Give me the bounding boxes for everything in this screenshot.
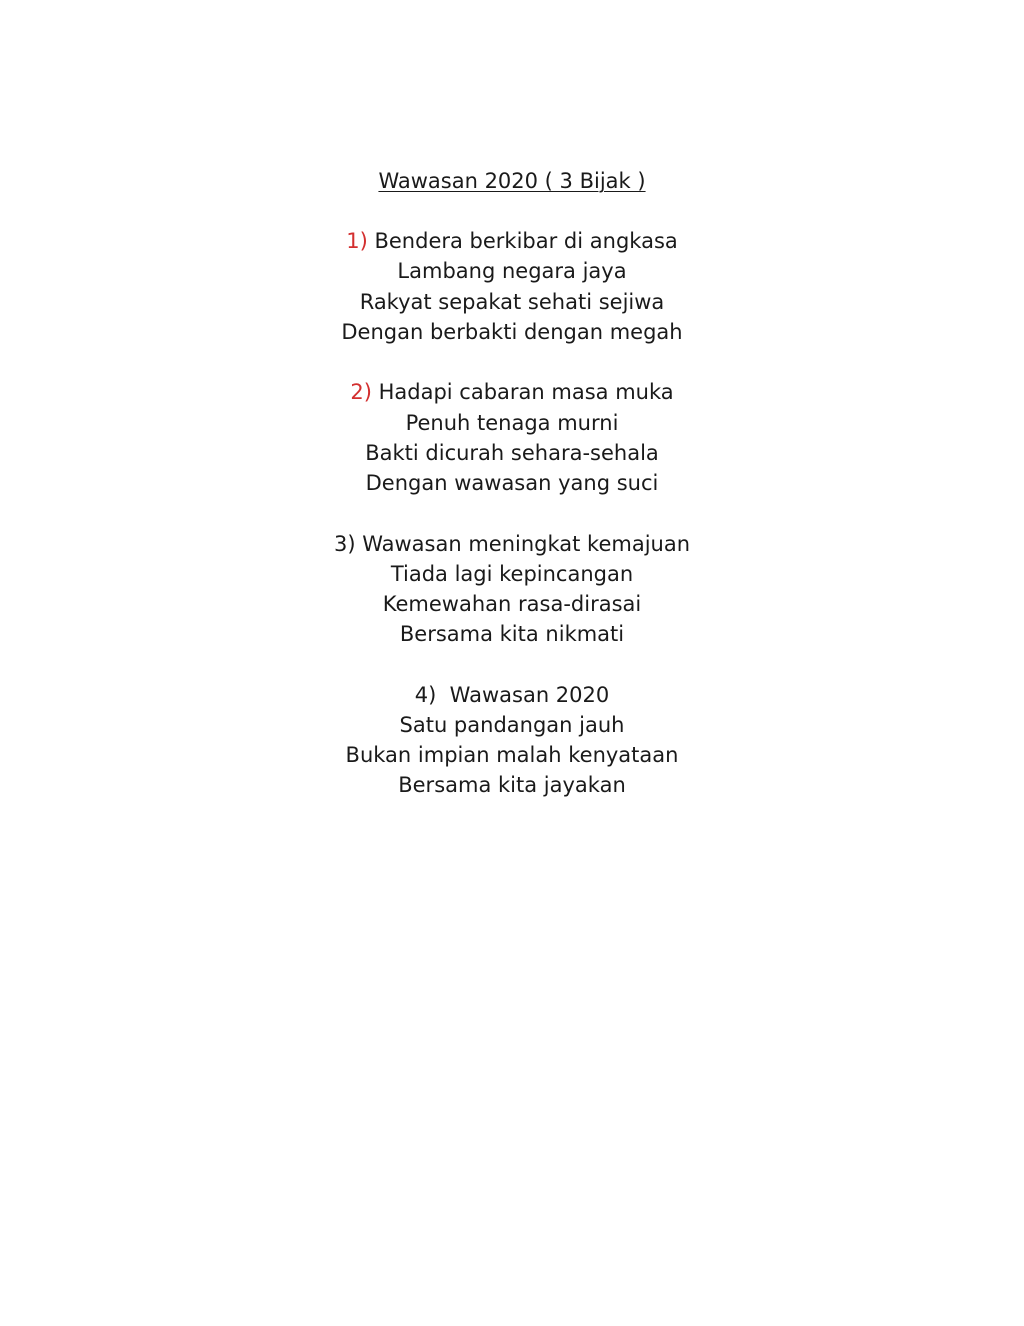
stanza-line-text: Hadapi cabaran masa muka xyxy=(378,380,674,405)
stanza-number: 4) xyxy=(414,682,437,707)
stanza-line: Rakyat sepakat sehati sejiwa xyxy=(359,289,665,314)
stanza-line: Penuh tenaga murni xyxy=(405,410,619,435)
stanza-4 xyxy=(0,680,1024,801)
stanza-line: Satu pandangan jauh xyxy=(399,713,625,738)
stanza-number: 2) xyxy=(350,380,372,405)
stanza-number: 1) xyxy=(346,229,368,254)
stanza-line-text: Bendera berkibar di angkasa xyxy=(374,229,678,254)
stanza-line xyxy=(0,680,1024,710)
stanza-line xyxy=(0,226,1024,256)
stanza-line: Tiada lagi kepincangan xyxy=(390,561,634,586)
stanza-line xyxy=(0,377,1024,407)
stanza-3 xyxy=(0,529,1024,650)
stanza-line-text: Wawasan meningkat kemajuan xyxy=(362,531,691,556)
title-line xyxy=(0,166,1024,196)
stanza-line: Dengan wawasan yang suci xyxy=(365,471,659,496)
stanza-line: Dengan berbakti dengan megah xyxy=(341,319,683,344)
stanza-line: Lambang negara jaya xyxy=(397,259,627,284)
stanza-line xyxy=(0,529,1024,559)
poem xyxy=(0,166,1024,831)
stanza-1 xyxy=(0,226,1024,347)
stanza-line: Bakti dicurah sehara-sehala xyxy=(365,440,659,465)
stanza-2 xyxy=(0,377,1024,498)
stanza-line: Kemewahan rasa-dirasai xyxy=(382,592,642,617)
stanza-number: 3) xyxy=(333,531,356,556)
stanza-line: Bukan impian malah kenyataan xyxy=(345,743,679,768)
stanza-line: Bersama kita nikmati xyxy=(399,622,625,647)
stanza-line-text: Wawasan 2020 xyxy=(449,682,610,707)
poem-title: Wawasan 2020 ( 3 Bijak ) xyxy=(378,169,646,193)
stanza-line: Bersama kita jayakan xyxy=(398,773,626,798)
